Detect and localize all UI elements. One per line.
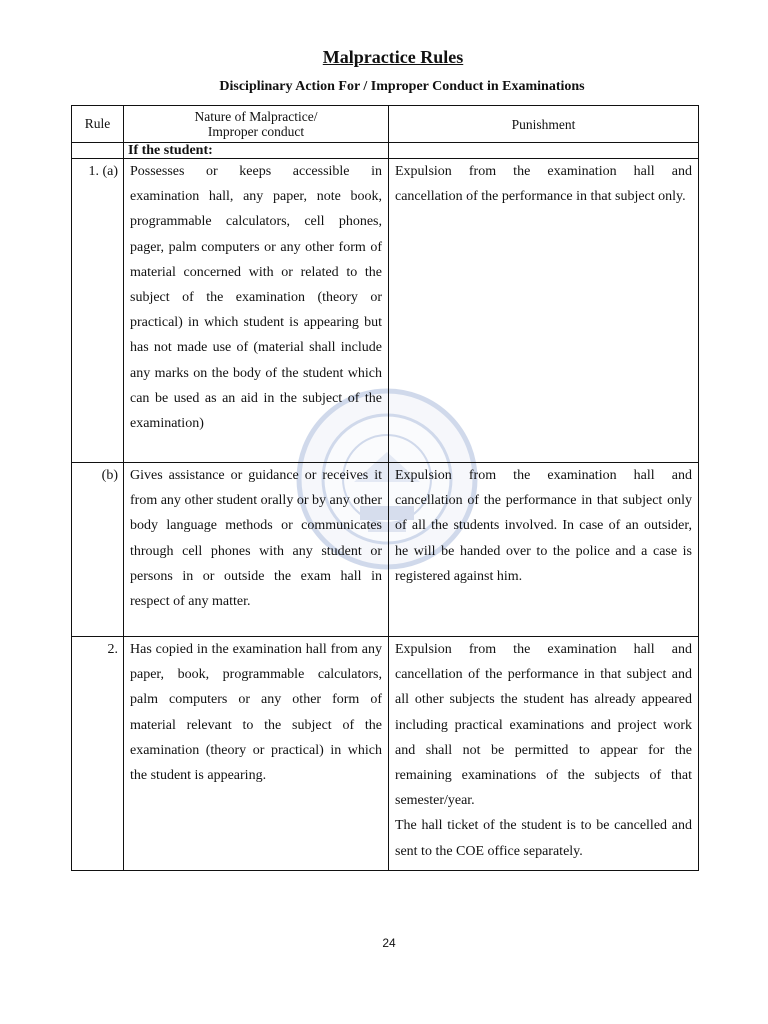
punishment-description — [389, 637, 699, 871]
rule-number: (b) — [72, 463, 124, 637]
nature-column-header — [124, 106, 389, 143]
malpractice-description: Gives assistance or guidance or receives it from any other student orally or by any other body language methods or communicates through cell phones with any student or persons in or outside the exam hall in respect of any matter. — [124, 463, 389, 637]
punishment-text: Expulsion from the examination hall and cancellation of the performance in that subject and all other subjects the student has already appeared including practical examinations and project work and shall not be permitted to appear for the remaining examinations of the subjects of that semester/year. — [395, 642, 692, 809]
subheading-cell: If the student: — [124, 143, 389, 159]
subheading-row — [72, 143, 699, 159]
subheading-empty-cell — [389, 143, 699, 159]
punishment-text: Expulsion from the examination hall and cancellation of the performance in that subject only of all the students involved. In case of an outsider, he will be handed over to the police and a case is registered against him. — [395, 468, 692, 584]
document-subtitle: Disciplinary Action For / Improper Conduct in Examinations — [219, 79, 585, 94]
punishment-description — [389, 463, 699, 637]
malpractice-rules-table — [71, 105, 699, 871]
punishment-description — [389, 159, 699, 463]
nature-header-line-2: Improper conduct — [207, 124, 305, 139]
punishment-text: Expulsion from the examination hall and cancellation of the performance in that subject only. — [395, 164, 692, 205]
page-number: 24 — [382, 936, 396, 950]
rule-number: 1. (a) — [72, 159, 124, 463]
table-row — [72, 637, 699, 871]
punishment-note: The hall ticket of the student is to be cancelled and sent to the COE office separately. — [395, 818, 692, 859]
malpractice-description: Has copied in the examination hall from any paper, book, programmable calculators, palm computers or any other form of material relevant to the subject of the examination (theory or practical) in which the student is appearing. — [124, 637, 389, 871]
nature-header-line-1: Nature of Malpractice/ — [194, 109, 318, 124]
malpractice-description: Possesses or keeps accessible in examination hall, any paper, note book, programmable calculators, cell phones, pager, palm computers or any other form of material concerned with or related to the subject of the examination (theory or practical) in which student is appearing but has not made use of (material shall include any marks on the body of the student which can be used as an aid in the subject of the examination) — [124, 159, 389, 463]
punishment-column-header: Punishment — [389, 106, 699, 143]
table-row — [72, 159, 699, 463]
rule-number: 2. — [72, 637, 124, 871]
table-row — [72, 463, 699, 637]
subheading-empty-cell — [72, 143, 124, 159]
table-header-row — [72, 106, 699, 143]
document-title: Malpractice Rules — [322, 47, 464, 67]
rule-column-header: Rule — [72, 106, 124, 143]
